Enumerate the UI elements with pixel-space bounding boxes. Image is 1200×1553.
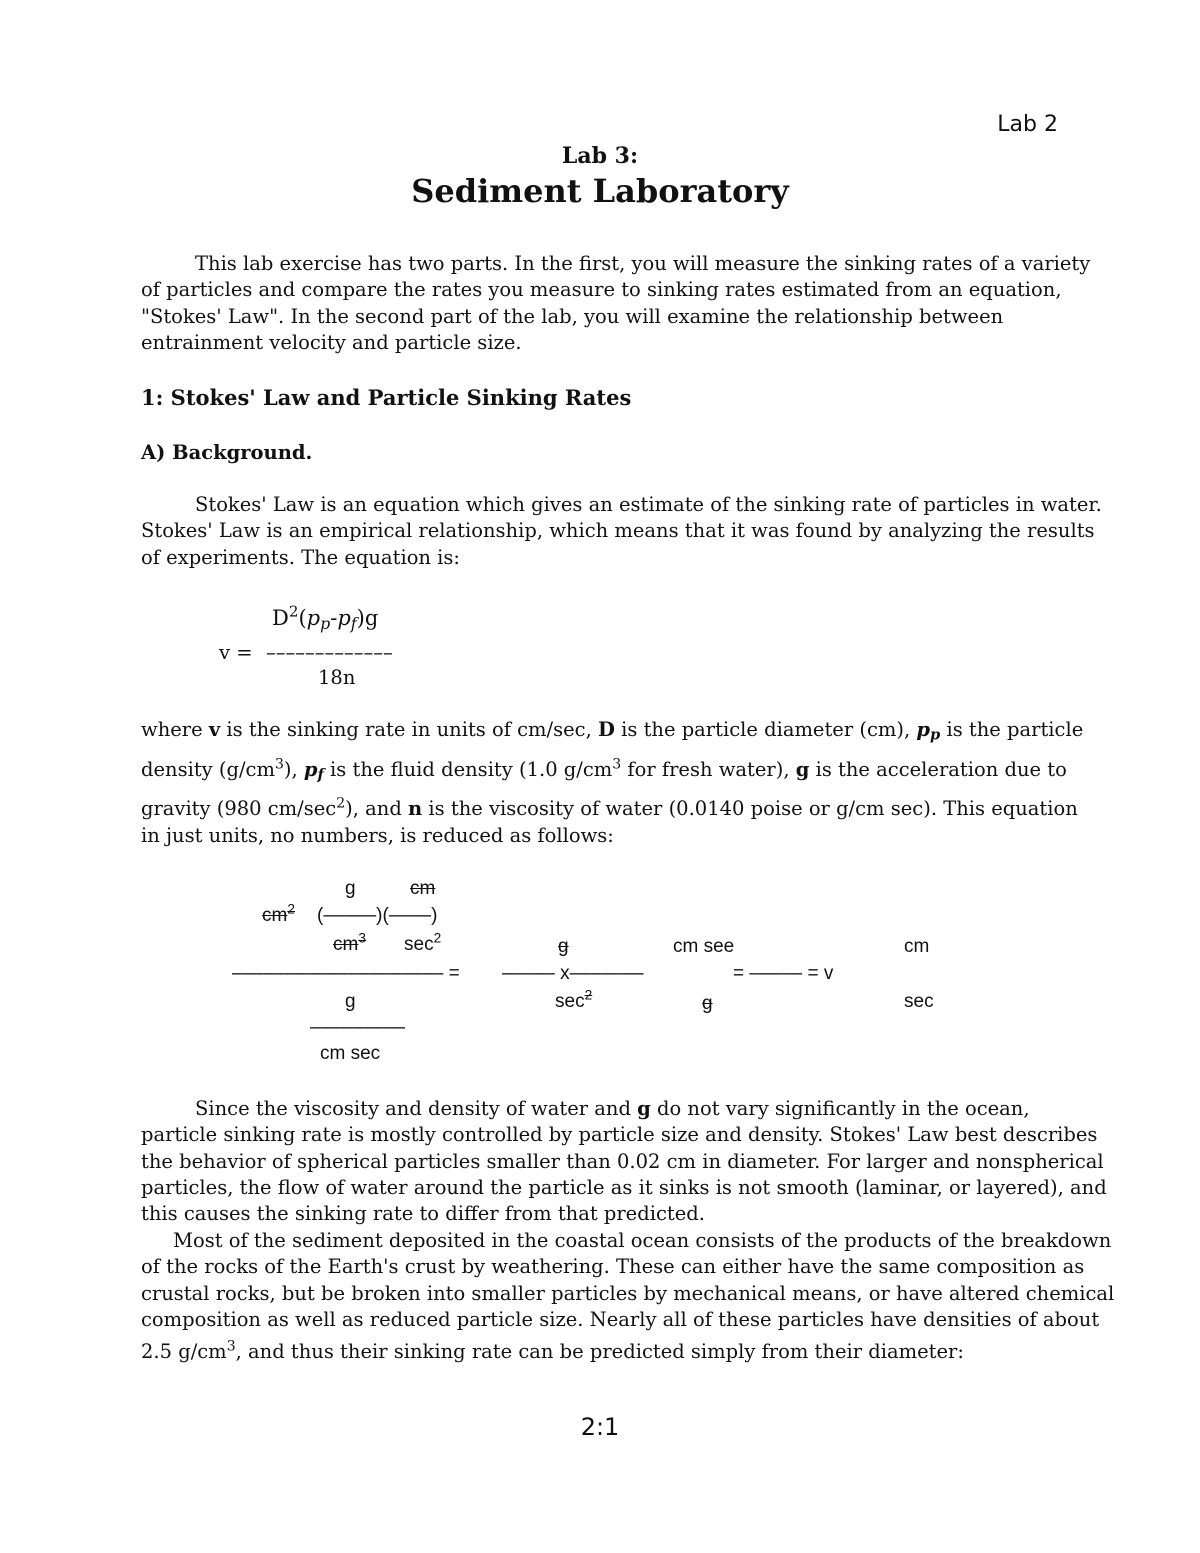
- equation-numerator: $D^2(p_p-p_f)g$: [272, 602, 379, 633]
- paragraph-line: of the rocks of the Earth's crust by weathering. These can either have the same composition as: [141, 1255, 1085, 1279]
- intro-line: of particles and compare the rates you measure to sinking rates estimated from an equation,: [141, 278, 1062, 302]
- background-line: of experiments. The equation is:: [141, 545, 460, 569]
- lab-number: Lab 3:: [561, 143, 639, 169]
- most-paragraph: [141, 1228, 1115, 1333]
- page-title: Sediment Laboratory: [411, 172, 789, 210]
- where-line-1: where v is the sinking rate in units of cm/sec, D is the particle diameter (cm), $p_p$ is the particle: [141, 718, 1084, 744]
- paragraph-line: crustal rocks, but be broken into smaller particles by mechanical means, or have altered chemical: [141, 1281, 1115, 1305]
- unit-times-bar: ––––– x–––––––: [502, 963, 644, 984]
- unit-sec2: $\sec^2$: [404, 930, 442, 955]
- unit-g-struck-bottom: g: [702, 993, 713, 1014]
- paragraph-line: Most of the sediment deposited in the coastal ocean consists of the products of the breakdown: [173, 1229, 1112, 1252]
- equation-denominator: 18n: [318, 666, 356, 689]
- unit-cm-struck: cm: [410, 878, 436, 899]
- most-paragraph-last-line: 2.5 $g/cm^3$, and thus their sinking rate can be predicted simply from their diameter:: [141, 1338, 964, 1363]
- page-number: 2:1: [580, 1413, 620, 1441]
- intro-paragraph: [141, 251, 1091, 356]
- intro-line: This lab exercise has two parts. In the first, you will measure the sinking rates of a variety: [195, 252, 1091, 275]
- unit-g-struck: g: [558, 936, 569, 957]
- paragraph-line: particles, the flow of water around the particle as it sinks is not smooth (laminar, or layered), and: [141, 1175, 1107, 1199]
- since-paragraph: Since the viscosity and density of water and g do not vary significantly in the ocean, particle sinking rate is mostly controlled by particle size and density. Stokes' Law best describes the behavior of spherical particles smaller than 0.02 cm in diameter. For larger and nonspherical particles, the flow of water around the particle as it sinks is not smooth (laminar, or layered), and this causes the sinking rate to differ from that predicted.: [141, 1096, 1071, 1227]
- intro-line: entrainment velocity and particle size.: [141, 330, 522, 354]
- equation-fraction-bar: –––––––––––––: [266, 641, 393, 664]
- unit-sec-squared: $\sec^2$: [555, 987, 593, 1012]
- unit-long-bar: –––––––––––––––––––– =: [232, 963, 460, 984]
- background-paragraph: [141, 492, 1102, 571]
- unit-cm2-struck: $cm^2$: [262, 901, 295, 926]
- unit-cm-result: cm: [904, 936, 930, 957]
- background-line: Stokes' Law is an empirical relationship, which means that it was found by analyzing the results: [141, 519, 1095, 543]
- unit-equals-v: = ––––– = v: [733, 963, 834, 984]
- unit-short-bar: –––––––––: [310, 1017, 406, 1038]
- paragraph-line: this causes the sinking rate to differ from that predicted.: [141, 1202, 705, 1226]
- paragraph-line: the behavior of spherical particles smaller than 0.02 cm in diameter. For larger and nonspherical: [141, 1149, 1104, 1173]
- unit-g-bottom: g: [345, 991, 356, 1012]
- where-line-2: density $(g/cm^3)$, $p_f$ is the fluid density (1.0 $g/cm^3$ for fresh water), g is the acceleration due to: [141, 756, 1067, 784]
- unit-sec-result: sec: [904, 991, 934, 1012]
- unit-cm-see: cm see: [673, 936, 735, 957]
- background-line: Stokes' Law is an equation which gives an estimate of the sinking rate of particles in water.: [195, 493, 1102, 516]
- equation-lhs: v =: [219, 641, 253, 664]
- unit-g: g: [345, 878, 356, 899]
- where-line-4: in just units, no numbers, is reduced as follows:: [141, 824, 614, 847]
- subsection-heading: A) Background.: [141, 441, 313, 464]
- section-heading: 1: Stokes' Law and Particle Sinking Rates: [141, 385, 632, 410]
- running-header: Lab 2: [997, 112, 1058, 137]
- paragraph-line: composition as well as reduced particle size. Nearly all of these particles have densities of about: [141, 1307, 1100, 1331]
- unit-cm-sec: cm sec: [320, 1043, 381, 1064]
- intro-line: "Stokes' Law". In the second part of the lab, you will examine the relationship between: [141, 304, 1004, 328]
- where-line-3: gravity (980 $cm/\sec^2$), and n is the viscosity of water (0.0140 poise or g/cm sec). This equation: [141, 795, 1078, 820]
- paragraph-line: particle sinking rate is mostly controlled by particle size and density. Stokes' Law best describes: [141, 1123, 1098, 1147]
- unit-parens: (–––––)(––––): [317, 905, 438, 926]
- unit-cm3-struck: $cm^3$: [333, 930, 366, 955]
